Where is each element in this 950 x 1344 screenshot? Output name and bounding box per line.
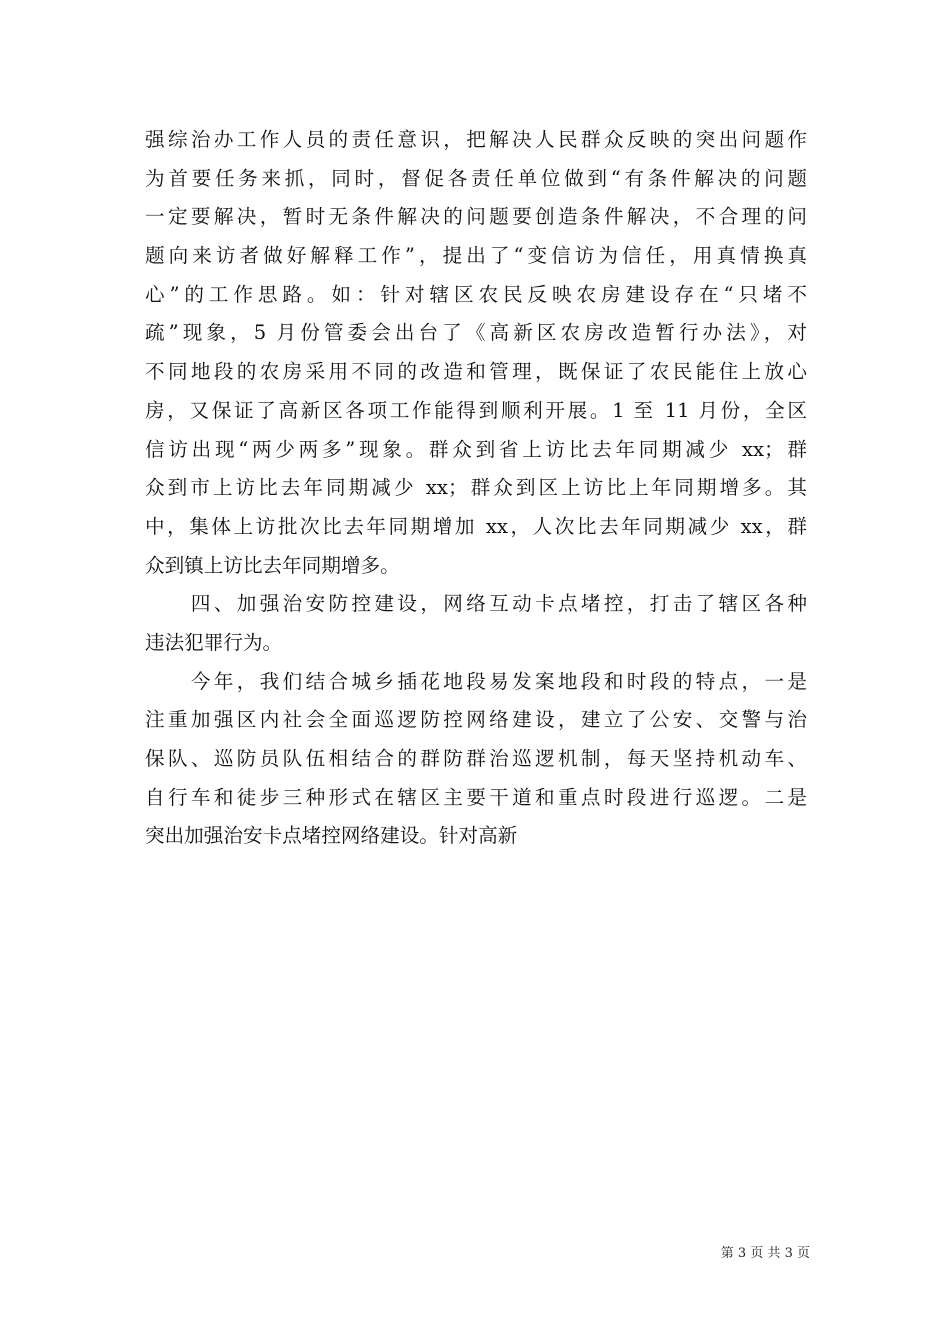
text-line-15: 今年，我们结合城乡插花地段易发案地段和时段的特点，一是 xyxy=(145,669,807,693)
text-line-1: 强综治办工作人员的责任意识，把解决人民群众反映的突出问题作 xyxy=(145,128,807,151)
text-line-2: 为首要任务来抓，同时，督促各责任单位做到“有条件解决的问题 xyxy=(145,166,807,190)
page-number-footer: 第 3 页 共 3 页 xyxy=(720,1246,810,1261)
text-line-8: 房，又保证了高新区各项工作能得到顺利开展。1 至 11 月份，全区 xyxy=(145,398,807,422)
text-line-3: 一定要解决，暂时无条件解决的问题要创造条件解决，不合理的问 xyxy=(145,205,807,229)
text-line-12: 众到镇上访比去年同期增多。 xyxy=(145,553,400,577)
text-line-7: 不同地段的农房采用不同的改造和管理，既保证了农民能住上放心 xyxy=(145,360,807,384)
text-line-4: 题向来访者做好解释工作”，提出了“变信访为信任，用真情换真 xyxy=(145,244,807,268)
text-line-14: 违法犯罪行为。 xyxy=(145,630,283,654)
body-text xyxy=(145,121,807,856)
text-line-5: 心”的工作思路。如：针对辖区农民反映农房建设存在“只堵不 xyxy=(145,282,807,306)
text-line-18: 自行车和徒步三种形式在辖区主要干道和重点时段进行巡逻。二是 xyxy=(145,785,807,809)
text-line-6: 疏”现象，5 月份管委会出台了《高新区农房改造暂行办法》，对 xyxy=(145,321,807,345)
text-line-19: 突出加强治安卡点堵控网络建设。针对高新 xyxy=(145,824,518,848)
text-line-10: 众到市上访比去年同期减少 xx；群众到区上访比上年同期增多。其 xyxy=(145,476,807,500)
text-line-16: 注重加强区内社会全面巡逻防控网络建设，建立了公安、交警与治 xyxy=(145,708,807,732)
text-line-11: 中，集体上访批次比去年同期增加 xx，人次比去年同期减少 xx，群 xyxy=(145,514,807,538)
text-line-9: 信访出现“两少两多”现象。群众到省上访比去年同期减少 xx；群 xyxy=(145,437,807,461)
text-line-17: 保队、巡防员队伍相结合的群防群治巡逻机制，每天坚持机动车、 xyxy=(145,747,807,770)
text-line-13: 四、加强治安防控建设，网络互动卡点堵控，打击了辖区各种 xyxy=(145,592,807,616)
